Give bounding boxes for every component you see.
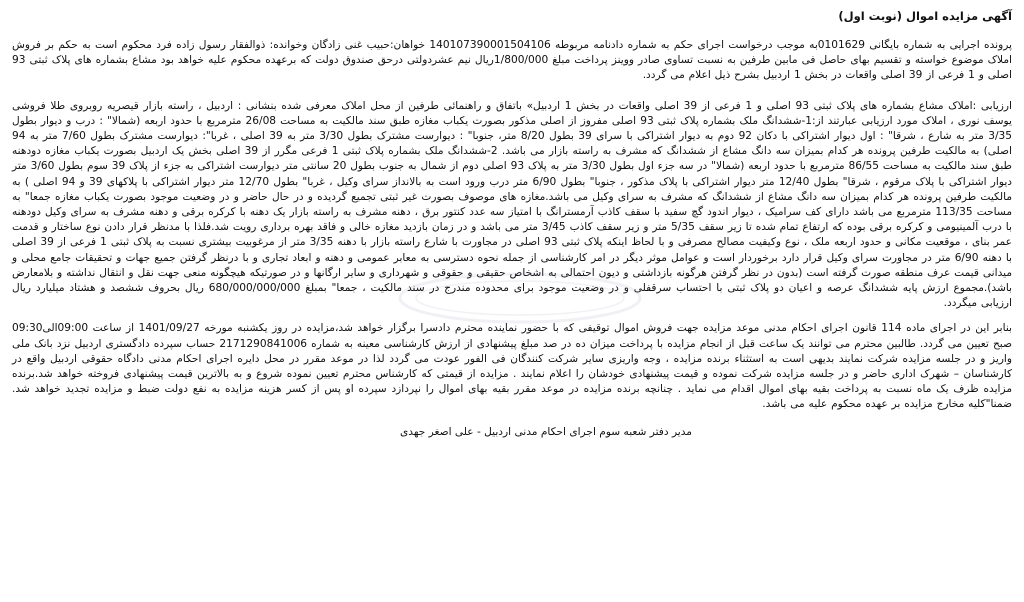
appraisal-paragraph: ارزیابی :املاک مشاع بشماره های پلاک ثبتی 93 اصلی و 1 فرعی از 39 اصلی واقعات در بخش 1 اردبیل» باتفاق و راهنمائی طرفین از محل املاک معرفی شده بنشانی : اردبیل ، راسته بازار قیصریه روبروی طلا فروشی یوسف نوری ، املاک مورد ارزیابی عبارتند از:1-ششدانگ ملک بشماره پلاک ثبتی 93 اصلی مفروز از اصلی مذکور بصورت یکباب مغازه طبق سند مالکیت به مساحت 26/08 مترمربع با حدود اربعه (شمالا" : درب و دیوار بطول 3/35 متر به شارع ، شرقا" : اول دیوار اشتراکی با دکان 92 دوم به دیوار اشتراکی با سرای 39 بطول 8/20 متر، جنوبا" : دیوارست مشترک بطول 3/30 متر به 39 اصلی ، غربا": دیوارست مشترک بطول 7/60 متر به 94 اصلی) به مالکیت طرفین پرونده هر کدام بمیزان سه دانگ مشاع از ششدانگ که مشرف به راسته بازار می باشد. 2-ششدانگ ملک بشماره پلاک ثبتی 1 فرعی مگرر از 39 اصلی بخش یک اردبیل بصورت یکباب مغازه دودهنه طبق سند مالکیت به مساحت 86/55 مترمربع با حدود اربعه (شمالا" در سه جزء اول بطول 3/30 متر به پلاک 93 اصلی دوم از شمال به جنوب بطول 20 سانتی متر دیوارست اشتراکی به جزء از پلاک 39 سوم بطول 3/60 متر دیوار اشتراکی با پلاک مرقوم ، شرقا" بطول 12/40 متر دیوار اشتراکی با پلاک مذکور ، جنوبا" بطول 6/90 متر درب ورود است به بالانداز سرای وکیل ، غربا" بطول 12/70 متر دیوار اشتراکی با پلاکهای 39 و 94 اصلی ) به مالکیت طرفین پرونده هر کدام بمیزان سه دانگ مشاع از ششدانگ که مشرف به سرای وکیل می باشد.مغازه های موصوف بصورت غیر ثبتی تجمیع گردیده و در حال حاضر و در وضعیت موجود بصورت یکباب مغازه جمعا" به مساحت 113/35 مترمربع می باشد دارای کف سرامیک ، دیوار اندود گچ سفید با سقف کاذب آرمسترانگ با امتیاز سه عدد کنتور برق ، دهنه مشرف به راسته بازار یک دهنه با کرکره برقی و دهنه مشرف به سرای وکیل دودهنه با درب آلمینیومی و کرکره برقی بوده که ارتفاع تمام شده تا زیر سقف 5/35 متر و زیر سقف کاذب 3/45 متر می باشد و در زمان بازدید مغازه خالی و فاقد بهره برداری رویت شد.فلذا با مدنظر قرار دادن نوع ساختار و قدمت عمر بنای ، موقعیت مکانی و حدود اربعه ملک ، نوع وکیفیت مصالح مصرفی و با لحاظ اینکه پلاک ثبتی 93 اصلی در مجاورت با شارع راسته بازار با دهنه 3/35 متر از مرغوبیت بیشتری نسبت به پلاک ثبتی 1 فرعی از 39 اصلی با دهنه 6/90 متر در مجاورت سرای وکیل قرار دارد برخوردار است و عوامل موثر دیگر در امر کارشناسی از جمله نحوه دسترسی به معابر عمومی و دهنه و ابعاد تجاری و با درنظر گرفتن جمیع جهات و تحقیقات جامع محلی و میدانی قیمت عرف منطقه صورت گرفته است (بدون در نظر گرفتن هرگونه بازداشتی و دیون احتمالی به اشخاص حقیقی و حقوقی و شهرداری و سایر ارگانها و در صورتیکه هیچگونه منعی جهت نقل و انتقال نداشته و بلامعارض باشد).مجموع ارزش پایه ششدانگ عرصه و اعیان دو پلاک ثبتی با احتساب سرقفلی و در وضعیت موجود برای محدوده مندرج در سند مالکیت ، جمعا" بمبلغ 680/000/000/000 ریال بحروف ششصد و هشتاد میلیارد ریال ارزیابی میگردد. <box>12 99 1013 310</box>
case-summary-paragraph: پرونده اجرایی به شماره بایگانی 0101629به موجب درخواست اجرای حکم به شماره دادنامه مربوطه 140107390001504106 خواهان:حبیب غنی زادگان وخوانده: ذوالفقار رسول زاده فرد محکوم است به حکم بر فروش املاک موضوع خواسته و تقسیم بهای حاصل فی مابین طرفین به نسبت تساوی صادر ووینز پرداخت مبلغ 1/800/000ریال نیم عشردولتی درحق صندوق دولت که برعهده محکوم علیه خواهد بود مشاع بشماره های پلاک ثبتی 93 اصلی و 1 فرعی از 39 اصلی واقعات در بخش 1 اردبیل بشرح ذیل اعلام می گردد. <box>12 39 1012 82</box>
signature-line: مدیر دفتر شعبه سوم اجرای احکام مدنی اردبیل - علی اصغر جهدی <box>400 425 692 438</box>
document-title: آگهی مزایده اموال (نوبت اول) <box>838 9 1012 23</box>
auction-terms-paragraph: بنابر این در اجرای ماده 114 قانون اجرای احکام مدنی موعد مزایده جهت فروش اموال توقیفی که با حضور نماینده محترم دادسرا برگزار خواهد شد،مزایده در روز یکشنبه مورخه 1401/09/27 از ساعت 09:00الی09:30 صبح تعیین می گردد. طالبین محترم می توانند یک ساعت قبل از انجام مزایده با پرداخت میزان ده در صد مبلغ پیشنهادی از ارزش کارشناسی معینه به شماره 2171290841006 حساب سپرده دادگستری اردبیل نزد بانک ملی واریز و در جلسه مزایده شرکت نمایند بدیهی است به استثناء برنده مزایده ، وجه واریزی سایر شرکت کنندگان فی الفور عودت می گردد لذا در موعد مقرر در محل دایره اجرای احکام مدنی دادگاه حقوقی اردبیل واقع در کارشناسان – شهرک اداری حاضر و در جلسه مزایده شرکت نموده و قیمت پیشنهادی خودشان را اعلام نمایند . مزایده از قیمتی که کارشناس محترم تعیین نموده شروع و به بالاترین قیمت پیشنهادی فروخته خواهد شد.برنده مزایده ظرف یک ماه نسبت به پرداخت بقیه بهای اموال اقدام می نماید . چنانچه برنده مزایده در موعد مقرر بقیه بهای اموال را نپردازد سپرده او پس از کسر هزینه مزایده به نفع دولت ضبط و مزایده تجدید خواهد شد. ضمنا"کلیه مخارج مزایده بر عهده محکوم علیه می باشد. <box>12 322 1012 411</box>
